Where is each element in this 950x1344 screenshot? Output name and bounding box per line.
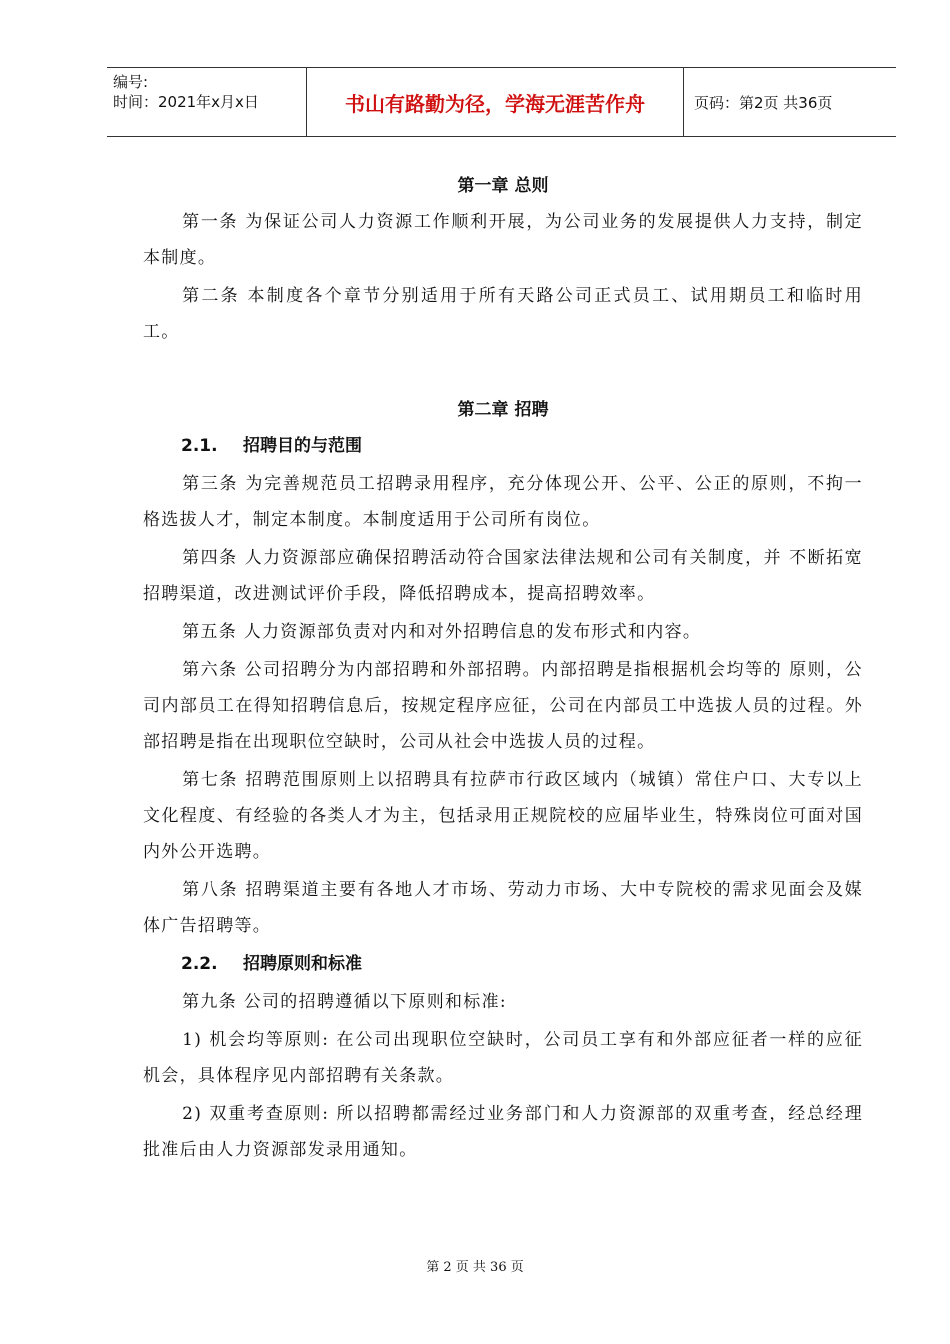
paragraph: 第二条 本制度各个章节分别适用于所有天路公司正式员工、试用期员工和临时用工。 (143, 286, 863, 342)
paragraph: 第五条 人力资源部负责对内和对外招聘信息的发布形式和内容。 (182, 622, 702, 642)
section-heading (143, 946, 863, 984)
header-meta (107, 68, 307, 136)
section-heading (143, 428, 863, 466)
time-label: 时间：2021年x月x日 (113, 93, 259, 111)
header-page-info: 页码：第2页 共36页 (694, 93, 833, 112)
list-item: 2) 双重考查原则: 所以招聘都需经过业务部门和人力资源部的双重考查，经总经理批准后由人力资源部发录用通知。 (143, 1104, 863, 1160)
code-label: 编号: (113, 73, 149, 91)
chapter-title: 第一章 总则 (457, 176, 549, 196)
paragraph: 第四条 人力资源部应确保招聘活动符合国家法律法规和公司有关制度，并 不断拓宽招聘渠道，改进测试评价手段，降低招聘成本，提高招聘效率。 (143, 548, 863, 604)
section-number: 2.1. (181, 436, 218, 456)
list-item: 1) 机会均等原则: 在公司出现职位空缺时，公司员工享有和外部应征者一样的应征机会，具体程序见内部招聘有关条款。 (143, 1030, 863, 1086)
section-title: 招聘原则和标准 (243, 954, 362, 974)
page-footer: 第 2 页 共 36 页 (426, 1260, 524, 1275)
paragraph: 第七条 招聘范围原则上以招聘具有拉萨市行政区域内（城镇）常住户口、大专以上文化程度、有经验的各类人才为主，包括录用正规院校的应届毕业生，特殊岗位可面对国内外公开选聘。 (143, 770, 863, 862)
header-motto: 书山有路勤为径，学海无涯苦作舟 (307, 68, 684, 136)
paragraph: 第九条 公司的招聘遵循以下原则和标准: (182, 992, 507, 1012)
document-body (143, 168, 863, 1170)
paragraph: 第三条 为完善规范员工招聘录用程序，充分体现公开、公平、公正的原则，不拘一格选拔人才，制定本制度。本制度适用于公司所有岗位。 (143, 474, 863, 530)
page-header (107, 67, 896, 137)
section-number: 2.2. (181, 954, 218, 974)
paragraph: 第六条 公司招聘分为内部招聘和外部招聘。内部招聘是指根据机会均等的 原则，公司内部员工在得知招聘信息后，按规定程序应征，公司在内部员工中选拔人员的过程。外部招聘是指在出现职位空缺时，公司从社会中选拔人员的过程。 (143, 660, 863, 752)
chapter-title: 第二章 招聘 (457, 400, 549, 420)
paragraph: 第一条 为保证公司人力资源工作顺利开展，为公司业务的发展提供人力支持，制定本制度。 (143, 212, 863, 268)
paragraph: 第八条 招聘渠道主要有各地人才市场、劳动力市场、大中专院校的需求见面会及媒体广告招聘等。 (143, 880, 863, 936)
section-title: 招聘目的与范围 (243, 436, 362, 456)
